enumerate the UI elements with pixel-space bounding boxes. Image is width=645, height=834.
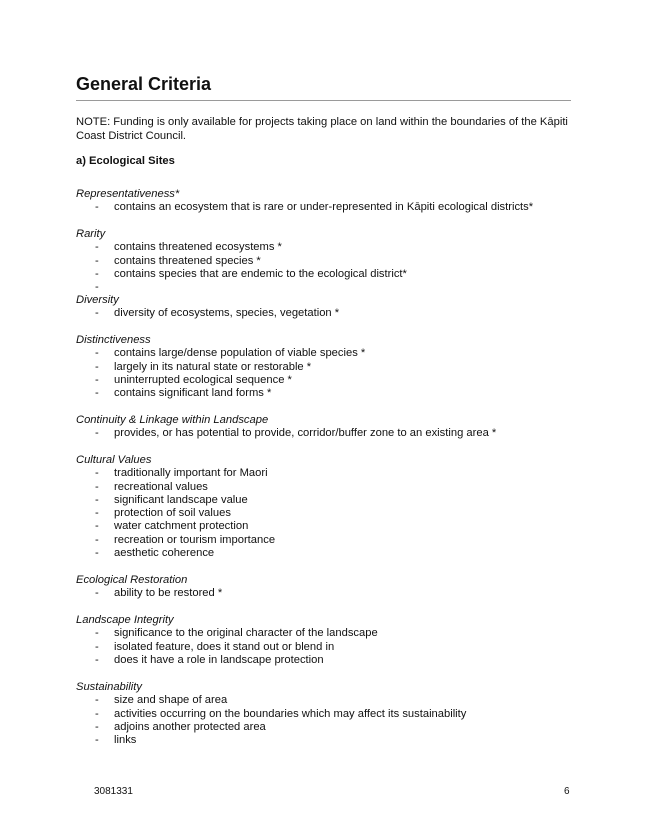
list-item <box>76 708 576 721</box>
bullet-dash: - <box>95 360 99 373</box>
bullet-dash: - <box>95 653 99 666</box>
section-title: Sustainability <box>76 681 142 693</box>
bullet-dash: - <box>95 427 99 440</box>
bullet-dash: - <box>95 281 99 294</box>
list-item-text: largely in its natural state or restorable * <box>114 360 312 373</box>
list-item <box>76 694 576 707</box>
section-landscape-integrity <box>76 614 576 667</box>
bullet-dash: - <box>95 734 99 747</box>
list-item <box>76 627 576 640</box>
list-item <box>76 507 576 520</box>
bullet-dash: - <box>95 627 99 640</box>
section-title: Continuity & Linkage within Landscape <box>76 414 269 426</box>
list-item <box>76 721 576 734</box>
section-sustainability <box>76 681 576 747</box>
page-number: 6 <box>564 786 570 797</box>
list-item <box>76 427 576 440</box>
list-item <box>76 374 576 387</box>
list-item-text: recreation or tourism importance <box>114 533 276 546</box>
list-item-text: does it have a role in landscape protection <box>114 653 324 666</box>
section-title: Landscape Integrity <box>76 614 174 626</box>
list-item <box>76 494 576 507</box>
list-item-text: traditionally important for Maori <box>114 467 268 480</box>
list-item-text: protection of soil values <box>114 507 231 520</box>
list-item-text: contains species that are endemic to the ecological district* <box>114 267 407 280</box>
list-item <box>76 281 576 294</box>
bullet-dash: - <box>95 640 99 653</box>
list-item-text: contains threatened ecosystems * <box>114 241 282 254</box>
bullet-dash: - <box>95 533 99 546</box>
bullet-dash: - <box>95 587 99 600</box>
list-item <box>76 307 576 320</box>
bullet-dash: - <box>95 707 99 720</box>
section-continuity-linkage <box>76 414 576 441</box>
bullet-dash: - <box>95 373 99 386</box>
bullet-dash: - <box>95 201 99 214</box>
list-item-text: isolated feature, does it stand out or blend in <box>114 640 335 653</box>
bullet-dash: - <box>95 507 99 520</box>
list-item-text: contains an ecosystem that is rare or under-represented in Kāpiti ecological districts* <box>114 201 534 214</box>
list-item <box>76 387 576 400</box>
list-item <box>76 201 576 214</box>
list-item-text: contains threatened species * <box>114 254 261 267</box>
bullet-dash: - <box>95 520 99 533</box>
list-item <box>76 481 576 494</box>
section-diversity <box>76 294 576 321</box>
section-cultural-values <box>76 454 576 560</box>
list-item <box>76 255 576 268</box>
list-item <box>76 654 576 667</box>
section-representativeness <box>76 188 576 215</box>
list-item-text: adjoins another protected area <box>114 720 266 733</box>
list-item <box>76 547 576 560</box>
list-item-text: links <box>114 734 137 747</box>
list-item-text: activities occurring on the boundaries which may affect its sustainability <box>114 707 467 720</box>
bullet-dash: - <box>95 720 99 733</box>
bullet-dash: - <box>95 547 99 560</box>
list-item-text: contains large/dense population of viable species * <box>114 347 366 360</box>
section-distinctiveness <box>76 334 576 400</box>
section-ecological-restoration <box>76 574 576 601</box>
list-item-text: size and shape of area <box>114 694 228 707</box>
list-item <box>76 520 576 533</box>
bullet-dash: - <box>95 254 99 267</box>
section-title: Representativeness* <box>76 188 180 200</box>
list-item-text: water catchment protection <box>114 520 249 533</box>
list-item-text: uninterrupted ecological sequence * <box>114 373 292 386</box>
list-item-text: recreational values <box>114 480 208 493</box>
ecological-sites-heading: a) Ecological Sites <box>76 155 175 167</box>
list-item-text: aesthetic coherence <box>114 547 215 560</box>
list-item <box>76 268 576 281</box>
list-item-text: ability to be restored * <box>114 587 223 600</box>
list-item <box>76 734 576 747</box>
bullet-dash: - <box>95 347 99 360</box>
list-item-text: contains significant land forms * <box>114 387 272 400</box>
bullet-dash: - <box>95 493 99 506</box>
page-title: General Criteria <box>76 74 212 94</box>
list-item-text: significance to the original character of the landscape <box>114 627 378 640</box>
bullet-dash: - <box>95 694 99 707</box>
bullet-dash: - <box>95 480 99 493</box>
list-item-text: significant landscape value <box>114 493 248 506</box>
section-rarity <box>76 228 576 294</box>
list-item-text: diversity of ecosystems, species, vegetation * <box>114 307 340 320</box>
bullet-dash: - <box>95 307 99 320</box>
list-item <box>76 587 576 600</box>
funding-note: NOTE: Funding is only available for projects taking place on land within the boundaries of the Kāpiti Coast District Council. <box>76 116 568 142</box>
section-title: Distinctiveness <box>76 334 151 346</box>
bullet-dash: - <box>95 241 99 254</box>
title-divider <box>76 100 571 101</box>
section-title: Ecological Restoration <box>76 574 188 586</box>
section-title: Rarity <box>76 228 106 240</box>
section-title: Diversity <box>76 294 119 306</box>
list-item <box>76 361 576 374</box>
bullet-dash: - <box>95 467 99 480</box>
bullet-dash: - <box>95 267 99 280</box>
list-item <box>76 467 576 480</box>
document-number: 3081331 <box>94 786 133 797</box>
list-item-text: provides, or has potential to provide, corridor/buffer zone to an existing area * <box>114 427 497 440</box>
list-item <box>76 534 576 547</box>
list-item <box>76 241 576 254</box>
list-item <box>76 347 576 360</box>
bullet-dash: - <box>95 387 99 400</box>
list-item <box>76 641 576 654</box>
section-title: Cultural Values <box>76 454 152 466</box>
